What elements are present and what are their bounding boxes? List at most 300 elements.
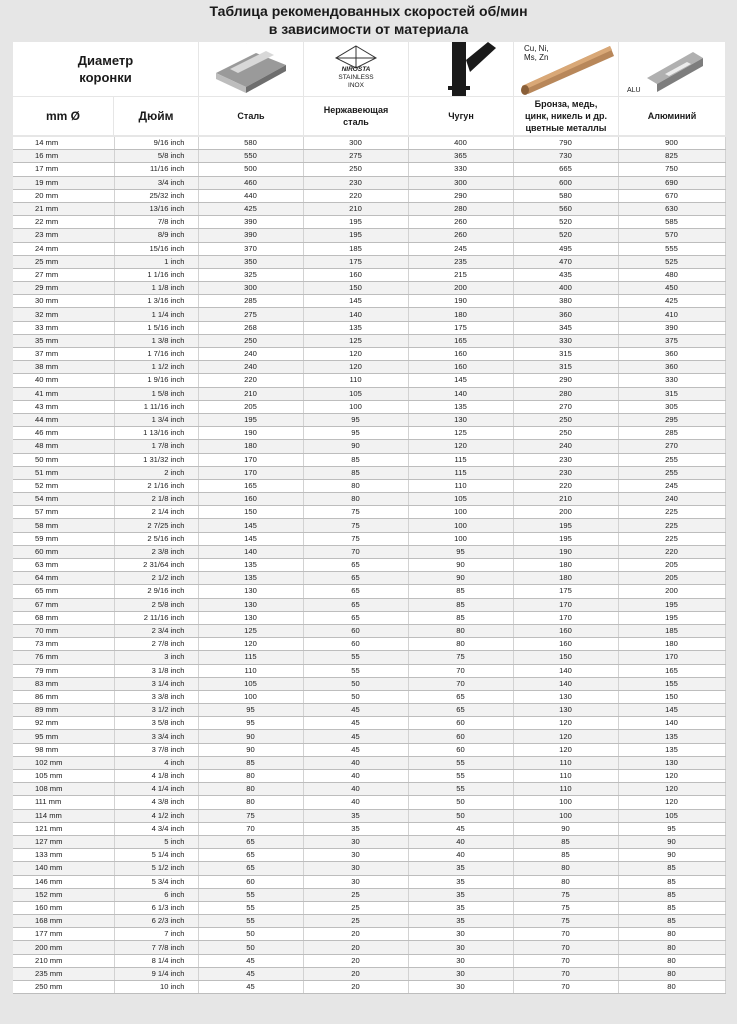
- cell-stainless: 40: [303, 783, 408, 796]
- cell-steel: 440: [198, 189, 303, 202]
- cell-bronze: 120: [513, 743, 618, 756]
- cell-cast-iron: 180: [408, 308, 513, 321]
- cell-aluminium: 85: [618, 875, 725, 888]
- cell-mm: 52 mm: [13, 479, 114, 492]
- table-row: [13, 189, 725, 202]
- cell-cast-iron: 30: [408, 941, 513, 954]
- cell-cast-iron: 115: [408, 453, 513, 466]
- cell-cast-iron: 55: [408, 770, 513, 783]
- cell-bronze: 280: [513, 387, 618, 400]
- cell-aluminium: 80: [618, 941, 725, 954]
- cell-inch: 5 3/4 inch: [114, 875, 198, 888]
- cell-bronze: 130: [513, 704, 618, 717]
- table-row: [13, 875, 725, 888]
- cell-aluminium: 630: [618, 202, 725, 215]
- cell-steel: 50: [198, 941, 303, 954]
- cell-steel: 65: [198, 835, 303, 848]
- table-row: [13, 981, 725, 994]
- cell-mm: 152 mm: [13, 888, 114, 901]
- cell-cast-iron: 85: [408, 585, 513, 598]
- cell-aluminium: 330: [618, 374, 725, 387]
- col-header-steel: Сталь: [199, 97, 303, 135]
- cell-inch: 3 inch: [114, 651, 198, 664]
- cell-steel: 65: [198, 849, 303, 862]
- cell-aluminium: 180: [618, 638, 725, 651]
- cell-stainless: 20: [303, 967, 408, 980]
- cell-steel: 55: [198, 915, 303, 928]
- cell-inch: 2 inch: [114, 466, 198, 479]
- cell-inch: 6 2/3 inch: [114, 915, 198, 928]
- cell-steel: 240: [198, 361, 303, 374]
- bronze-icon-cell: [514, 42, 618, 96]
- cell-aluminium: 120: [618, 783, 725, 796]
- cell-stainless: 105: [303, 387, 408, 400]
- cell-mm: 33 mm: [13, 321, 114, 334]
- cell-mm: 79 mm: [13, 664, 114, 677]
- table-row: [13, 545, 725, 558]
- table-row: [13, 216, 725, 229]
- cell-inch: 3 5/8 inch: [114, 717, 198, 730]
- cell-inch: 2 9/16 inch: [114, 585, 198, 598]
- cell-aluminium: 135: [618, 743, 725, 756]
- table-row: [13, 229, 725, 242]
- table-row: [13, 796, 725, 809]
- cell-stainless: 95: [303, 427, 408, 440]
- cell-cast-iron: 40: [408, 849, 513, 862]
- cell-cast-iron: 60: [408, 717, 513, 730]
- cell-bronze: 85: [513, 849, 618, 862]
- cell-steel: 210: [198, 387, 303, 400]
- cell-stainless: 45: [303, 704, 408, 717]
- cell-stainless: 160: [303, 268, 408, 281]
- cell-bronze: 130: [513, 690, 618, 703]
- cell-aluminium: 690: [618, 176, 725, 189]
- cell-inch: 7/8 inch: [114, 216, 198, 229]
- table-row: [13, 255, 725, 268]
- cell-mm: 14 mm: [13, 137, 114, 150]
- cell-inch: 2 31/64 inch: [114, 559, 198, 572]
- cell-inch: 7 7/8 inch: [114, 941, 198, 954]
- cell-bronze: 520: [513, 216, 618, 229]
- cell-cast-iron: 100: [408, 519, 513, 532]
- cell-aluminium: 120: [618, 796, 725, 809]
- cell-cast-iron: 160: [408, 348, 513, 361]
- table-row: [13, 901, 725, 914]
- cell-stainless: 30: [303, 849, 408, 862]
- cell-inch: 5 1/4 inch: [114, 849, 198, 862]
- cell-mm: 102 mm: [13, 756, 114, 769]
- cell-bronze: 170: [513, 598, 618, 611]
- cell-aluminium: 85: [618, 915, 725, 928]
- cell-steel: 85: [198, 756, 303, 769]
- cell-bronze: 230: [513, 466, 618, 479]
- cell-mm: 67 mm: [13, 598, 114, 611]
- cell-mm: 22 mm: [13, 216, 114, 229]
- cell-stainless: 250: [303, 163, 408, 176]
- cell-inch: 8/9 inch: [114, 229, 198, 242]
- cell-aluminium: 80: [618, 981, 725, 994]
- cell-bronze: 180: [513, 559, 618, 572]
- cell-mm: 51 mm: [13, 466, 114, 479]
- cell-inch: 1 31/32 inch: [114, 453, 198, 466]
- cell-steel: 160: [198, 493, 303, 506]
- table-row: [13, 849, 725, 862]
- cell-cast-iron: 300: [408, 176, 513, 189]
- cell-mm: 89 mm: [13, 704, 114, 717]
- diameter-label-line-2: коронки: [79, 70, 132, 85]
- cell-stainless: 20: [303, 941, 408, 954]
- cell-aluminium: 85: [618, 862, 725, 875]
- cell-stainless: 95: [303, 413, 408, 426]
- cell-inch: 13/16 inch: [114, 202, 198, 215]
- cell-inch: 15/16 inch: [114, 242, 198, 255]
- table-row: [13, 717, 725, 730]
- cell-stainless: 45: [303, 743, 408, 756]
- cell-steel: 145: [198, 532, 303, 545]
- cell-steel: 80: [198, 796, 303, 809]
- cell-stainless: 20: [303, 928, 408, 941]
- page-title: [0, 2, 737, 38]
- cell-bronze: 250: [513, 413, 618, 426]
- cell-aluminium: 200: [618, 585, 725, 598]
- table-row: [13, 453, 725, 466]
- cell-cast-iron: 65: [408, 690, 513, 703]
- cell-stainless: 40: [303, 756, 408, 769]
- aluminium-icon-cell: [619, 42, 725, 96]
- cell-bronze: 220: [513, 479, 618, 492]
- cell-inch: 4 1/4 inch: [114, 783, 198, 796]
- cell-cast-iron: 365: [408, 150, 513, 163]
- cell-inch: 2 1/16 inch: [114, 479, 198, 492]
- cell-stainless: 230: [303, 176, 408, 189]
- cell-steel: 120: [198, 638, 303, 651]
- table-row: [13, 690, 725, 703]
- cell-stainless: 85: [303, 453, 408, 466]
- cell-mm: 38 mm: [13, 361, 114, 374]
- cell-cast-iron: 30: [408, 967, 513, 980]
- cell-inch: 2 1/2 inch: [114, 572, 198, 585]
- cell-stainless: 90: [303, 440, 408, 453]
- cell-mm: 68 mm: [13, 611, 114, 624]
- table-row: [13, 809, 725, 822]
- cell-stainless: 120: [303, 361, 408, 374]
- cell-stainless: 50: [303, 677, 408, 690]
- cell-mm: 43 mm: [13, 400, 114, 413]
- table-row: [13, 783, 725, 796]
- cell-mm: 168 mm: [13, 915, 114, 928]
- cell-steel: 130: [198, 585, 303, 598]
- cell-bronze: 70: [513, 941, 618, 954]
- cell-mm: 105 mm: [13, 770, 114, 783]
- cell-stainless: 45: [303, 730, 408, 743]
- table-row: [13, 387, 725, 400]
- steel-icon-cell: [199, 42, 303, 96]
- cast-iron-icon-cell: [409, 42, 513, 96]
- cell-mm: 95 mm: [13, 730, 114, 743]
- table-row: [13, 730, 725, 743]
- cell-stainless: 145: [303, 295, 408, 308]
- cell-bronze: 380: [513, 295, 618, 308]
- table-row: [13, 374, 725, 387]
- cell-cast-iron: 95: [408, 545, 513, 558]
- cell-mm: 70 mm: [13, 624, 114, 637]
- cell-steel: 275: [198, 308, 303, 321]
- cell-steel: 115: [198, 651, 303, 664]
- cell-bronze: 180: [513, 572, 618, 585]
- cell-steel: 55: [198, 888, 303, 901]
- table-row: [13, 321, 725, 334]
- cell-stainless: 140: [303, 308, 408, 321]
- cell-steel: 460: [198, 176, 303, 189]
- cell-mm: 29 mm: [13, 282, 114, 295]
- cell-cast-iron: 85: [408, 598, 513, 611]
- cell-cast-iron: 235: [408, 255, 513, 268]
- cell-inch: 1 1/4 inch: [114, 308, 198, 321]
- cell-stainless: 220: [303, 189, 408, 202]
- cell-stainless: 70: [303, 545, 408, 558]
- cell-bronze: 580: [513, 189, 618, 202]
- cell-cast-iron: 40: [408, 835, 513, 848]
- cell-aluminium: 135: [618, 730, 725, 743]
- cell-inch: 1 1/2 inch: [114, 361, 198, 374]
- table-row: [13, 493, 725, 506]
- cell-cast-iron: 80: [408, 638, 513, 651]
- cell-cast-iron: 140: [408, 387, 513, 400]
- cell-steel: 70: [198, 822, 303, 835]
- cell-bronze: 520: [513, 229, 618, 242]
- cell-aluminium: 195: [618, 598, 725, 611]
- cell-bronze: 100: [513, 796, 618, 809]
- cell-inch: 4 1/2 inch: [114, 809, 198, 822]
- cell-mm: 73 mm: [13, 638, 114, 651]
- cell-steel: 550: [198, 150, 303, 163]
- cell-steel: 390: [198, 216, 303, 229]
- cell-inch: 2 1/4 inch: [114, 506, 198, 519]
- cell-stainless: 65: [303, 598, 408, 611]
- cell-cast-iron: 125: [408, 427, 513, 440]
- cell-inch: 6 1/3 inch: [114, 901, 198, 914]
- cell-inch: 7 inch: [114, 928, 198, 941]
- col-header-inch: Дюйм: [114, 97, 198, 135]
- cell-aluminium: 270: [618, 440, 725, 453]
- cell-stainless: 175: [303, 255, 408, 268]
- cell-inch: 5/8 inch: [114, 150, 198, 163]
- cu-label-line-2: Ms, Zn: [524, 53, 549, 62]
- cell-stainless: 30: [303, 875, 408, 888]
- cell-stainless: 35: [303, 822, 408, 835]
- cell-bronze: 140: [513, 664, 618, 677]
- cell-steel: 500: [198, 163, 303, 176]
- cell-inch: 2 5/8 inch: [114, 598, 198, 611]
- cell-inch: 1 9/16 inch: [114, 374, 198, 387]
- cell-inch: 2 1/8 inch: [114, 493, 198, 506]
- cell-mm: 98 mm: [13, 743, 114, 756]
- column-header-row: [13, 97, 725, 135]
- table-row: [13, 677, 725, 690]
- cell-bronze: 75: [513, 901, 618, 914]
- cell-aluminium: 130: [618, 756, 725, 769]
- cell-mm: 108 mm: [13, 783, 114, 796]
- cell-stainless: 25: [303, 901, 408, 914]
- cell-stainless: 300: [303, 137, 408, 150]
- cell-bronze: 195: [513, 532, 618, 545]
- cell-steel: 80: [198, 783, 303, 796]
- cell-mm: 58 mm: [13, 519, 114, 532]
- cell-aluminium: 360: [618, 348, 725, 361]
- cell-steel: 130: [198, 611, 303, 624]
- cell-bronze: 790: [513, 137, 618, 150]
- cell-cast-iron: 100: [408, 506, 513, 519]
- cell-steel: 145: [198, 519, 303, 532]
- cell-aluminium: 150: [618, 690, 725, 703]
- table-row: [13, 176, 725, 189]
- cell-inch: 6 inch: [114, 888, 198, 901]
- cell-bronze: 270: [513, 400, 618, 413]
- cell-mm: 19 mm: [13, 176, 114, 189]
- table-row: [13, 704, 725, 717]
- cell-steel: 370: [198, 242, 303, 255]
- cell-steel: 350: [198, 255, 303, 268]
- cell-steel: 80: [198, 770, 303, 783]
- cell-cast-iron: 85: [408, 611, 513, 624]
- cell-aluminium: 225: [618, 519, 725, 532]
- cell-steel: 110: [198, 664, 303, 677]
- col-header-stainless: Нержавеющая сталь: [304, 97, 408, 135]
- table-row: [13, 954, 725, 967]
- cell-aluminium: 670: [618, 189, 725, 202]
- table-row: [13, 440, 725, 453]
- cell-stainless: 40: [303, 796, 408, 809]
- table-row: [13, 137, 725, 150]
- cell-bronze: 80: [513, 875, 618, 888]
- table-row: [13, 202, 725, 215]
- table-row: [13, 559, 725, 572]
- cell-mm: 32 mm: [13, 308, 114, 321]
- table-row: [13, 756, 725, 769]
- cell-cast-iron: 90: [408, 559, 513, 572]
- col-header-aluminium: Алюминий: [619, 97, 725, 135]
- cell-mm: 21 mm: [13, 202, 114, 215]
- cell-bronze: 730: [513, 150, 618, 163]
- diameter-label-line-1: Диаметр: [77, 53, 134, 68]
- cell-cast-iron: 30: [408, 981, 513, 994]
- cell-aluminium: 305: [618, 400, 725, 413]
- cell-cast-iron: 400: [408, 137, 513, 150]
- table-row: [13, 611, 725, 624]
- cell-bronze: 75: [513, 888, 618, 901]
- table-row: [13, 915, 725, 928]
- cell-mm: 57 mm: [13, 506, 114, 519]
- cell-inch: 2 7/8 inch: [114, 638, 198, 651]
- cell-mm: 25 mm: [13, 255, 114, 268]
- material-icons-row: [13, 42, 725, 96]
- table-row: [13, 150, 725, 163]
- cell-aluminium: 90: [618, 849, 725, 862]
- cell-stainless: 80: [303, 493, 408, 506]
- cell-inch: 3/4 inch: [114, 176, 198, 189]
- cell-aluminium: 80: [618, 954, 725, 967]
- cell-aluminium: 120: [618, 770, 725, 783]
- table-row: [13, 928, 725, 941]
- cell-stainless: 135: [303, 321, 408, 334]
- cell-mm: 133 mm: [13, 849, 114, 862]
- table-row: [13, 348, 725, 361]
- cell-mm: 48 mm: [13, 440, 114, 453]
- cell-aluminium: 85: [618, 901, 725, 914]
- cell-steel: 240: [198, 348, 303, 361]
- cell-aluminium: 480: [618, 268, 725, 281]
- cell-cast-iron: 245: [408, 242, 513, 255]
- cell-aluminium: 900: [618, 137, 725, 150]
- cell-inch: 2 5/16 inch: [114, 532, 198, 545]
- cell-stainless: 30: [303, 835, 408, 848]
- cell-aluminium: 145: [618, 704, 725, 717]
- cell-aluminium: 825: [618, 150, 725, 163]
- table-row: [13, 624, 725, 637]
- cell-stainless: 120: [303, 348, 408, 361]
- cell-aluminium: 410: [618, 308, 725, 321]
- cell-mm: 210 mm: [13, 954, 114, 967]
- table-row: [13, 941, 725, 954]
- cell-bronze: 75: [513, 915, 618, 928]
- cell-cast-iron: 165: [408, 334, 513, 347]
- cell-cast-iron: 100: [408, 532, 513, 545]
- cell-cast-iron: 215: [408, 268, 513, 281]
- cell-bronze: 345: [513, 321, 618, 334]
- title-line-2: в зависимости от материала: [268, 21, 469, 37]
- cell-steel: 75: [198, 809, 303, 822]
- cell-stainless: 195: [303, 216, 408, 229]
- cell-mm: 60 mm: [13, 545, 114, 558]
- cell-mm: 63 mm: [13, 559, 114, 572]
- table-row: [13, 967, 725, 980]
- cell-bronze: 315: [513, 348, 618, 361]
- speed-table: [13, 137, 726, 994]
- cell-mm: 59 mm: [13, 532, 114, 545]
- cell-cast-iron: 145: [408, 374, 513, 387]
- steel-beam-icon: [208, 43, 294, 95]
- cell-mm: 235 mm: [13, 967, 114, 980]
- cell-cast-iron: 60: [408, 730, 513, 743]
- cell-steel: 190: [198, 427, 303, 440]
- cell-cast-iron: 190: [408, 295, 513, 308]
- cell-aluminium: 390: [618, 321, 725, 334]
- table-row: [13, 427, 725, 440]
- cell-cast-iron: 135: [408, 400, 513, 413]
- cell-mm: 146 mm: [13, 875, 114, 888]
- cell-cast-iron: 120: [408, 440, 513, 453]
- cell-steel: 300: [198, 282, 303, 295]
- table-row: [13, 334, 725, 347]
- cell-mm: 44 mm: [13, 413, 114, 426]
- cell-aluminium: 425: [618, 295, 725, 308]
- cell-steel: 195: [198, 413, 303, 426]
- cell-inch: 10 inch: [114, 981, 198, 994]
- cell-cast-iron: 115: [408, 466, 513, 479]
- cell-stainless: 25: [303, 888, 408, 901]
- cell-steel: 170: [198, 466, 303, 479]
- cell-cast-iron: 110: [408, 479, 513, 492]
- cell-bronze: 70: [513, 967, 618, 980]
- inox-label-line-2: STAINLESS: [338, 74, 374, 81]
- cell-mm: 37 mm: [13, 348, 114, 361]
- cell-cast-iron: 70: [408, 677, 513, 690]
- cell-stainless: 85: [303, 466, 408, 479]
- cell-steel: 95: [198, 717, 303, 730]
- table-row: [13, 308, 725, 321]
- cell-mm: 54 mm: [13, 493, 114, 506]
- table-row: [13, 268, 725, 281]
